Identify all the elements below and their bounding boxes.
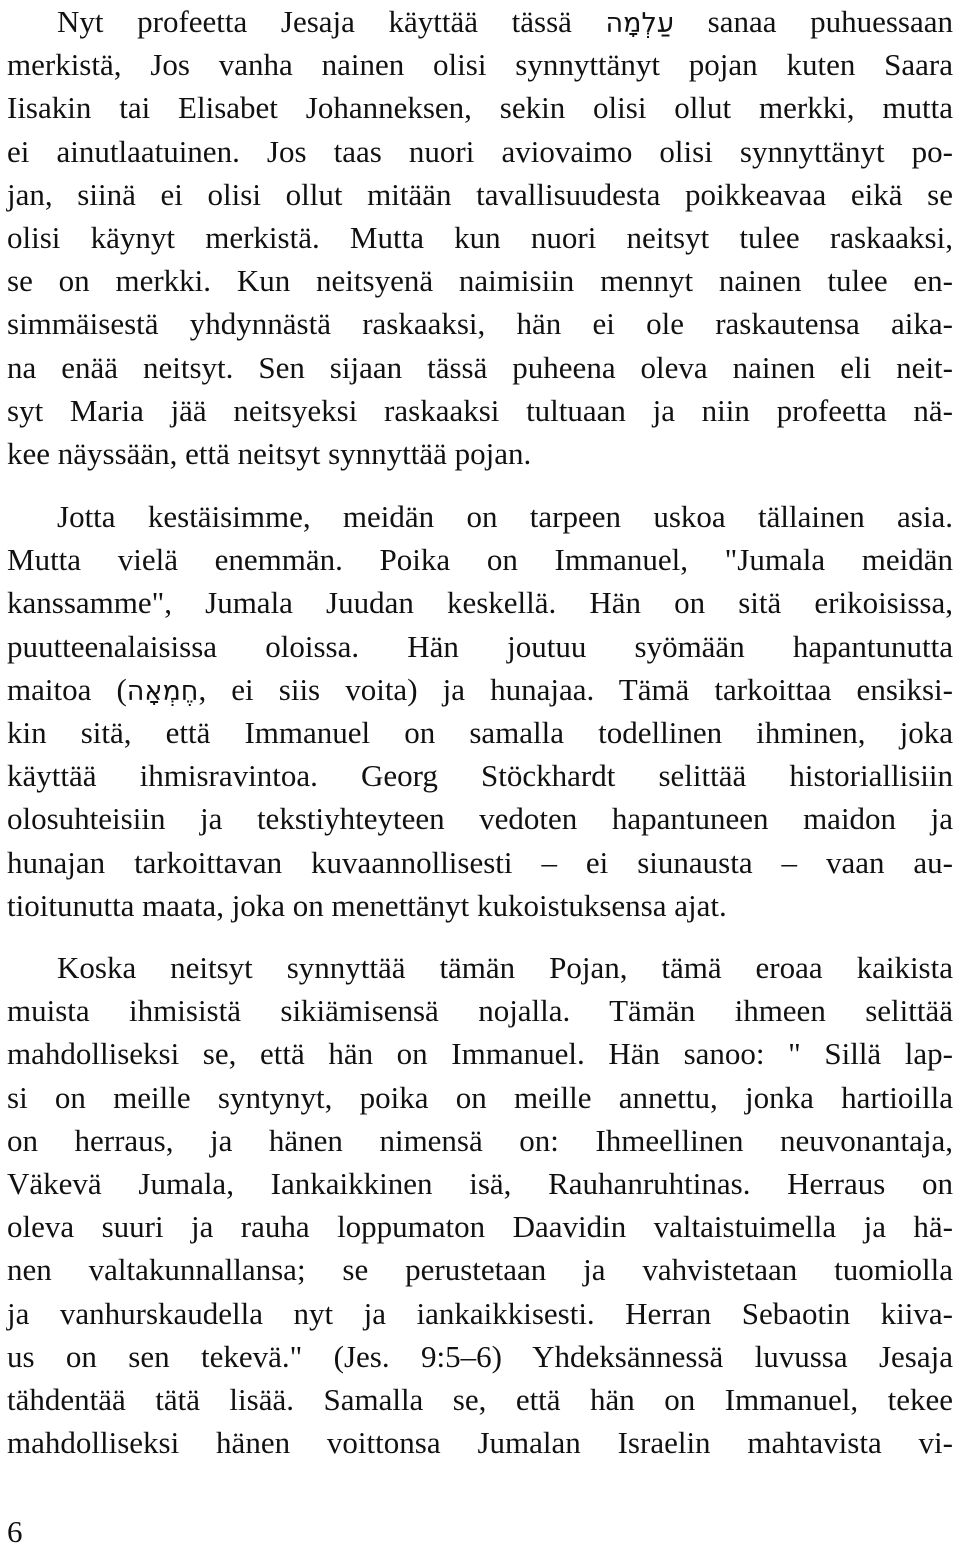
text-line: Väkevä Jumala, Iankaikkinen isä, Rauhanruhtinas. Herraus on bbox=[7, 1165, 953, 1201]
text-line: puutteenalaisissa oloissa. Hän joutuu syömään hapantunutta bbox=[7, 628, 953, 664]
text-line: Koska neitsyt synnyttää tämän Pojan, tämä eroaa kaikista bbox=[57, 950, 953, 985]
text-line: us on sen tekevä." (Jes. 9:5–6) Yhdeksännessä luvussa Jesaja bbox=[7, 1338, 953, 1374]
text-line: na enää neitsyt. Sen sijaan tässä puheena oleva nainen eli neit- bbox=[7, 349, 953, 385]
text-line: Mutta vielä enemmän. Poika on Immanuel, "Jumala meidän bbox=[7, 542, 953, 578]
text-line: simmäisestä yhdynnästä raskaaksi, hän ei ole raskautensa aika- bbox=[7, 306, 953, 342]
text-line: kanssamme", Jumala Juudan keskellä. Hän on sitä erikoisissa, bbox=[7, 585, 953, 621]
paragraph-1 bbox=[7, 0, 953, 475]
text-line: Jotta kestäisimme, meidän on tarpeen uskoa tällainen asia. bbox=[57, 499, 953, 534]
text-line: olosuhteisiin ja tekstiyhteyteen vedoten hapantuneen maidon ja bbox=[7, 801, 953, 837]
text-line: Nyt profeetta Jesaja käyttää tässä עַלְמָה sanaa puhuessaan bbox=[57, 4, 954, 39]
text-line: si on meille syntynyt, poika on meille annettu, jonka hartioilla bbox=[7, 1079, 953, 1115]
text-line: kin sitä, että Immanuel on samalla todellinen ihminen, joka bbox=[7, 714, 953, 750]
text-line: ja vanhurskaudella nyt ja iankaikkisesti. Herran Sebaotin kiiva- bbox=[7, 1295, 953, 1331]
text-line: tähdentää tätä lisää. Samalla se, että hän on Immanuel, tekee bbox=[7, 1381, 953, 1417]
hebrew-word-almah: עַלְמָה bbox=[605, 8, 675, 39]
hebrew-word-chemah: חֶמְאָה bbox=[126, 675, 199, 707]
page-number: 6 bbox=[7, 1514, 23, 1549]
text-line: mahdolliseksi se, että hän on Immanuel. Hän sanoo: " Sillä lap- bbox=[7, 1036, 953, 1072]
paragraph-3 bbox=[7, 946, 953, 1464]
text-line: tioitunutta maata, joka on menettänyt kukoistuksensa ajat. bbox=[7, 887, 727, 923]
text-line: käyttää ihmisravintoa. Georg Stöckhardt selittää historiallisiin bbox=[7, 758, 953, 794]
text-line: syt Maria jää neitsyeksi raskaaksi tultuaan ja niin profeetta nä- bbox=[7, 392, 953, 428]
text-line: hunajan tarkoittavan kuvaannollisesti – ei siunausta – vaan au- bbox=[7, 844, 953, 880]
text-line: merkistä, Jos vanha nainen olisi synnyttänyt pojan kuten Saara bbox=[7, 47, 953, 83]
text-line: kee näyssään, että neitsyt synnyttää pojan. bbox=[7, 435, 532, 471]
text-line: oleva suuri ja rauha loppumaton Daavidin valtaistuimella ja hä- bbox=[7, 1209, 953, 1245]
text-line: mahdolliseksi hänen voittonsa Jumalan Israelin mahtavista vi- bbox=[7, 1425, 953, 1461]
text-line: se on merkki. Kun neitsyenä naimisiin mennyt nainen tulee en- bbox=[7, 263, 953, 299]
text-line: on herraus, ja hänen nimensä on: Ihmeellinen neuvonantaja, bbox=[7, 1122, 953, 1158]
text-line: nen valtakunnallansa; se perustetaan ja vahvistetaan tuomiolla bbox=[7, 1252, 953, 1288]
text-line: Iisakin tai Elisabet Johanneksen, sekin olisi ollut merkki, mutta bbox=[7, 90, 953, 126]
text-line: jan, siinä ei olisi ollut mitään tavallisuudesta poikkeavaa eikä se bbox=[7, 176, 953, 212]
paragraph-2 bbox=[7, 495, 953, 927]
text-line: muista ihmisistä sikiämisensä nojalla. Tämän ihmeen selittää bbox=[7, 993, 953, 1029]
text-line: olisi käynyt merkistä. Mutta kun nuori neitsyt tulee raskaaksi, bbox=[7, 219, 953, 255]
text-line: ei ainutlaatuinen. Jos taas nuori aviovaimo olisi synnyttänyt po- bbox=[7, 133, 953, 169]
text-line: maitoa (חֶמְאָה, ei siis voita) ja hunajaa. Tämä tarkoittaa ensiksi- bbox=[7, 671, 953, 707]
